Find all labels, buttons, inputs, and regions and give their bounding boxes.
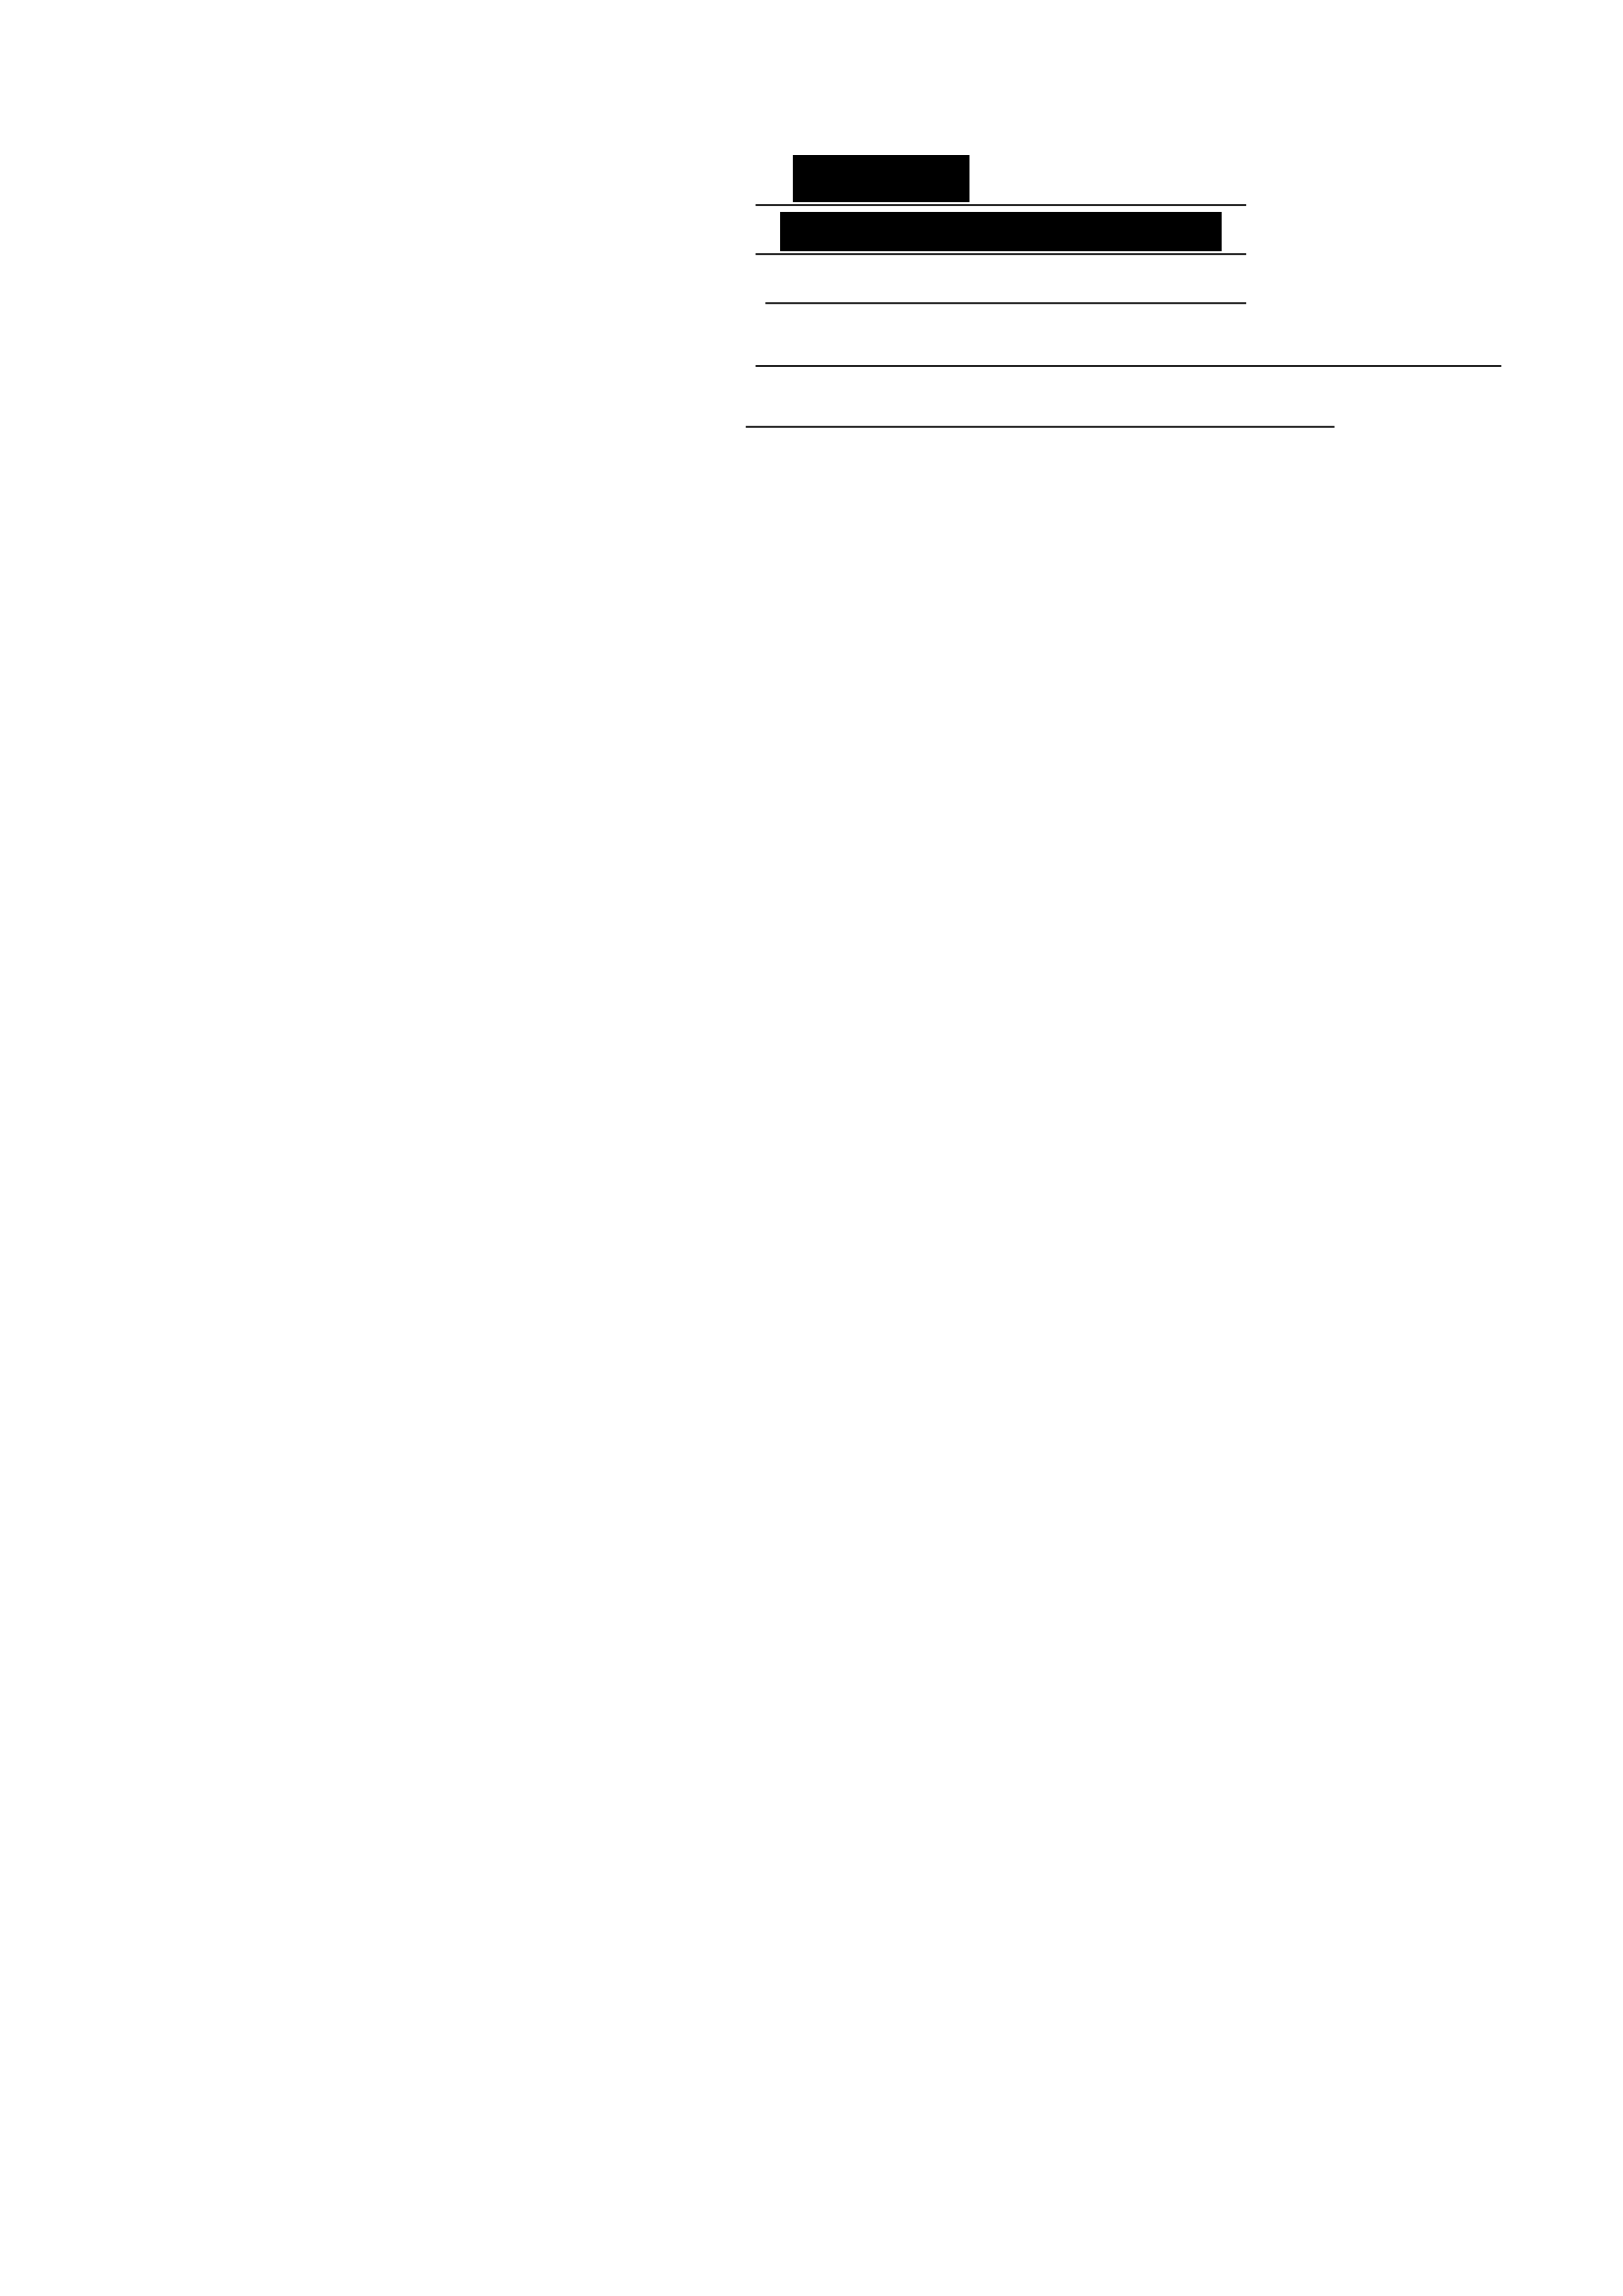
address-underline: [756, 253, 1246, 255]
date-underline: [765, 302, 1246, 304]
name-underline: [756, 204, 1246, 206]
age-underline: [746, 426, 1335, 428]
name-redaction: [793, 155, 969, 202]
address-redaction: [780, 212, 1222, 251]
occupation-underline: [756, 365, 1501, 367]
